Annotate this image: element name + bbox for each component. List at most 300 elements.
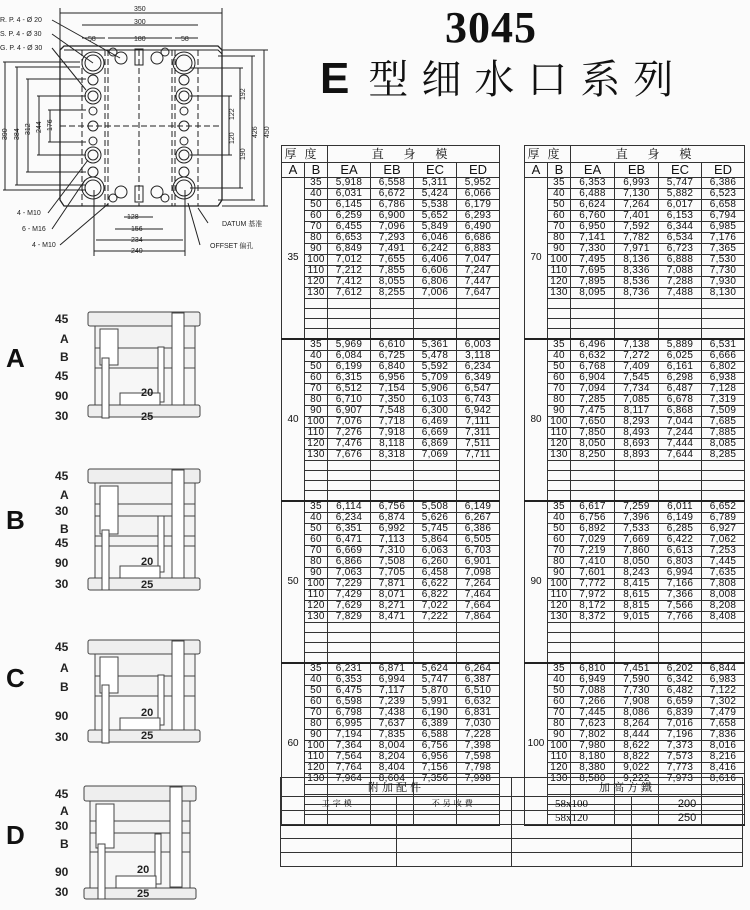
- thickness-b-cell: 90: [305, 730, 328, 741]
- price-cell: 7,451: [615, 663, 659, 675]
- empty-row: [525, 623, 745, 633]
- price-cell: 6,756: [571, 513, 615, 524]
- price-cell: 5,918: [328, 178, 371, 189]
- raise-block-size: 58x100: [512, 797, 632, 811]
- price-cell: 6,349: [457, 373, 500, 384]
- empty-cell: [328, 653, 371, 664]
- price-cell: 7,564: [328, 752, 371, 763]
- table-row: [282, 524, 500, 535]
- side-view-d: [0, 780, 220, 910]
- thickness-b-cell: 100: [548, 417, 571, 428]
- side-view-b: [0, 462, 220, 592]
- thickness-b-cell: 50: [305, 200, 328, 211]
- price-cell: 7,288: [659, 277, 702, 288]
- empty-cell: [371, 309, 414, 319]
- table-row: [525, 373, 745, 384]
- thickness-b-cell: 50: [548, 200, 571, 211]
- price-cell: 7,509: [702, 406, 745, 417]
- empty-row: [525, 461, 745, 471]
- price-cell: 7,088: [659, 266, 702, 277]
- dim-300: 300: [134, 19, 146, 26]
- table-row: [282, 395, 500, 406]
- side-a-label-30: 30: [55, 409, 69, 423]
- accessories-row: [281, 825, 743, 839]
- empty-cell: [702, 623, 745, 633]
- price-cell: 6,351: [328, 524, 371, 535]
- price-cell: 6,768: [571, 362, 615, 373]
- price-cell: 6,558: [371, 178, 414, 189]
- table-row: [282, 178, 500, 189]
- price-cell: 6,264: [457, 663, 500, 675]
- price-cell: 8,216: [702, 752, 745, 763]
- empty-cell: [414, 461, 457, 471]
- empty-cell: [548, 309, 571, 319]
- callout-sp: S. P. 4 - Ø 30: [0, 31, 42, 38]
- thickness-b-cell: 110: [548, 266, 571, 277]
- thickness-b-cell: 120: [305, 601, 328, 612]
- empty-cell: [414, 471, 457, 481]
- table-row: [525, 406, 745, 417]
- thickness-b-cell: 80: [305, 395, 328, 406]
- price-cell: 5,889: [659, 339, 702, 351]
- thickness-b-cell: 130: [548, 450, 571, 461]
- price-cell: 6,652: [702, 501, 745, 513]
- price-cell: 6,985: [702, 222, 745, 233]
- table-row: [525, 675, 745, 686]
- empty-row: [282, 481, 500, 491]
- raise-block-header: 加高方鐵: [512, 778, 743, 797]
- empty-row: [282, 319, 500, 329]
- price-cell: 6,017: [659, 200, 702, 211]
- price-cell: 5,969: [328, 339, 371, 351]
- empty-row: [525, 471, 745, 481]
- thickness-b-cell: 120: [305, 763, 328, 774]
- empty-cell: [414, 633, 457, 643]
- price-cell: 7,644: [659, 450, 702, 461]
- price-cell: 7,766: [659, 612, 702, 623]
- empty-row: [525, 491, 745, 502]
- price-cell: 7,635: [702, 568, 745, 579]
- empty-cell: [702, 299, 745, 309]
- empty-cell: [328, 329, 371, 340]
- thickness-a-cell: 90: [525, 501, 548, 663]
- price-cell: 7,802: [571, 730, 615, 741]
- thickness-b-cell: 50: [305, 524, 328, 535]
- empty-cell: [659, 491, 702, 502]
- price-cell: 6,003: [457, 339, 500, 351]
- price-cell: 6,942: [457, 406, 500, 417]
- side-b-label-90: 90: [55, 556, 69, 570]
- table-row: [282, 373, 500, 384]
- price-cell: 8,536: [615, 277, 659, 288]
- empty-cell: [457, 461, 500, 471]
- price-cell: 7,356: [414, 774, 457, 785]
- empty-cell: [571, 471, 615, 481]
- price-cell: 8,086: [615, 708, 659, 719]
- price-cell: 6,469: [414, 417, 457, 428]
- table-row: [525, 524, 745, 535]
- accessory-item: [281, 811, 397, 825]
- side-d-label-a: A: [60, 804, 69, 818]
- price-cell: 3,118: [457, 351, 500, 362]
- price-cell: 6,488: [571, 189, 615, 200]
- thickness-b-cell: 100: [548, 579, 571, 590]
- price-cell: 7,117: [371, 686, 414, 697]
- price-cell: 6,710: [328, 395, 371, 406]
- dim-180: 180: [134, 36, 146, 43]
- accessory-item: 工字模: [281, 797, 397, 811]
- table-row: [525, 339, 745, 351]
- empty-cell: [702, 471, 745, 481]
- price-cell: 7,276: [328, 428, 371, 439]
- price-cell: 7,229: [328, 579, 371, 590]
- price-cell: 7,006: [414, 288, 457, 299]
- table-row: [525, 513, 745, 524]
- price-cell: 7,734: [615, 384, 659, 395]
- dim-426: 426: [252, 126, 259, 138]
- price-cell: 6,659: [659, 697, 702, 708]
- price-cell: 7,062: [702, 535, 745, 546]
- price-cell: 8,604: [371, 774, 414, 785]
- empty-cell: [571, 623, 615, 633]
- price-cell: 8,250: [571, 450, 615, 461]
- price-cell: 7,264: [615, 200, 659, 211]
- table-row: [525, 200, 745, 211]
- thickness-b-cell: 110: [305, 266, 328, 277]
- price-cell: 8,264: [615, 719, 659, 730]
- raise-block-size: 58x120: [512, 811, 632, 825]
- price-cell: 7,130: [615, 189, 659, 200]
- table-row: [525, 211, 745, 222]
- dim-156: 156: [131, 226, 143, 233]
- price-cell: 8,071: [371, 590, 414, 601]
- table-row: [282, 663, 500, 675]
- empty-cell: [615, 653, 659, 664]
- price-cell: 6,613: [659, 546, 702, 557]
- price-cell: 7,908: [615, 697, 659, 708]
- price-cell: 7,495: [571, 255, 615, 266]
- price-cell: 6,686: [457, 233, 500, 244]
- thickness-b-cell: 70: [548, 546, 571, 557]
- empty-cell: [659, 481, 702, 491]
- side-a-label-25: 25: [141, 411, 154, 423]
- empty-cell: [702, 461, 745, 471]
- thickness-a-cell: 100: [525, 663, 548, 825]
- price-cell: 6,786: [371, 200, 414, 211]
- price-cell: 7,998: [457, 774, 500, 785]
- price-cell: 7,111: [457, 417, 500, 428]
- thickness-b-cell: 70: [305, 708, 328, 719]
- table-row: [525, 266, 745, 277]
- price-cell: 5,592: [414, 362, 457, 373]
- empty-cell: [457, 309, 500, 319]
- empty-cell: [615, 623, 659, 633]
- price-cell: 5,311: [414, 178, 457, 189]
- price-cell: 6,510: [457, 686, 500, 697]
- thickness-b-cell: 80: [305, 233, 328, 244]
- price-cell: 7,122: [702, 686, 745, 697]
- thickness-b-cell: 40: [305, 513, 328, 524]
- empty-row: [282, 653, 500, 664]
- price-cell: 6,871: [371, 663, 414, 675]
- price-cell: 7,973: [659, 774, 702, 785]
- col-ea-header: EA: [328, 163, 371, 178]
- table-row: [525, 222, 745, 233]
- price-cell: 6,161: [659, 362, 702, 373]
- side-view-a: [0, 305, 220, 435]
- table-row: [282, 686, 500, 697]
- empty-cell: [371, 623, 414, 633]
- table-row: [525, 741, 745, 752]
- empty-cell: [632, 853, 743, 867]
- table-row: [525, 178, 745, 189]
- table-row: [525, 601, 745, 612]
- empty-cell: [702, 319, 745, 329]
- empty-cell: [371, 299, 414, 309]
- price-cell: 6,956: [371, 373, 414, 384]
- empty-cell: [512, 825, 632, 839]
- side-c-label-30: 30: [55, 730, 69, 744]
- price-cell: 7,396: [615, 513, 659, 524]
- offset-label: OFFSET 偏孔: [210, 243, 254, 250]
- thickness-b-cell: 120: [548, 277, 571, 288]
- price-cell: 6,387: [457, 675, 500, 686]
- empty-cell: [548, 471, 571, 481]
- price-cell: 6,300: [414, 406, 457, 417]
- empty-cell: [571, 643, 615, 653]
- thickness-b-cell: 100: [548, 741, 571, 752]
- empty-cell: [457, 491, 500, 502]
- price-cell: 7,479: [702, 708, 745, 719]
- empty-cell: [659, 623, 702, 633]
- table-row: [282, 339, 500, 351]
- side-b-label-b: B: [60, 522, 69, 536]
- price-cell: 6,202: [659, 663, 702, 675]
- empty-cell: [371, 653, 414, 664]
- dim-192: 192: [240, 88, 247, 100]
- price-cell: 7,445: [702, 557, 745, 568]
- table-row: [282, 266, 500, 277]
- table-row: [282, 590, 500, 601]
- price-cell: 8,055: [371, 277, 414, 288]
- price-cell: 8,372: [571, 612, 615, 623]
- empty-cell: [305, 461, 328, 471]
- price-cell: 6,259: [328, 211, 371, 222]
- price-cell: 7,228: [457, 730, 500, 741]
- price-cell: 5,747: [414, 675, 457, 686]
- thickness-b-cell: 100: [305, 417, 328, 428]
- price-cell: 7,219: [571, 546, 615, 557]
- empty-cell: [305, 653, 328, 664]
- empty-cell: [457, 481, 500, 491]
- price-cell: 6,789: [702, 513, 745, 524]
- thickness-b-cell: 70: [548, 384, 571, 395]
- thickness-b-cell: 60: [548, 211, 571, 222]
- price-cell: 7,647: [457, 288, 500, 299]
- price-cell: 8,493: [615, 428, 659, 439]
- price-cell: 5,991: [414, 697, 457, 708]
- side-c-label-90: 90: [55, 709, 69, 723]
- price-cell: 8,208: [702, 601, 745, 612]
- price-cell: 7,650: [571, 417, 615, 428]
- price-cell: 6,822: [414, 590, 457, 601]
- price-cell: 8,616: [702, 774, 745, 785]
- price-cell: 7,773: [659, 763, 702, 774]
- side-b-label-30: 30: [55, 504, 69, 518]
- empty-row: [282, 329, 500, 340]
- price-cell: 7,895: [571, 277, 615, 288]
- price-cell: 7,835: [371, 730, 414, 741]
- price-cell: 7,695: [571, 266, 615, 277]
- empty-cell: [548, 643, 571, 653]
- price-cell: 7,076: [328, 417, 371, 428]
- side-c-label-a: A: [60, 661, 69, 675]
- empty-row: [282, 471, 500, 481]
- price-cell: 7,930: [702, 277, 745, 288]
- price-cell: 7,138: [615, 339, 659, 351]
- table-row: [525, 590, 745, 601]
- table-row: [282, 535, 500, 546]
- price-cell: 6,993: [615, 178, 659, 189]
- empty-cell: [659, 653, 702, 664]
- price-cell: 7,629: [328, 601, 371, 612]
- table-row: [525, 752, 745, 763]
- dim-312: 312: [25, 123, 32, 135]
- accessories-header: 附加配件: [281, 778, 512, 797]
- dim-58-right: 58: [181, 36, 189, 43]
- price-cell: 8,693: [615, 439, 659, 450]
- table-row: [282, 277, 500, 288]
- thickness-header: 厚度: [525, 146, 571, 163]
- price-cell: 7,533: [615, 524, 659, 535]
- empty-cell: [328, 299, 371, 309]
- price-cell: 7,508: [371, 557, 414, 568]
- accessories-table: [280, 777, 743, 867]
- table-row: [525, 428, 745, 439]
- price-cell: 7,069: [414, 450, 457, 461]
- datum-label: DATUM 基准: [222, 221, 263, 228]
- empty-cell: [702, 491, 745, 502]
- table-row: [525, 288, 745, 299]
- thickness-b-cell: 60: [548, 373, 571, 384]
- empty-cell: [371, 491, 414, 502]
- price-cell: 7,658: [702, 719, 745, 730]
- price-cell: 7,964: [328, 774, 371, 785]
- price-cell: 7,350: [371, 395, 414, 406]
- thickness-b-cell: 110: [305, 752, 328, 763]
- price-cell: 7,464: [457, 590, 500, 601]
- price-cell: 6,386: [457, 524, 500, 535]
- side-c-label-20: 20: [141, 707, 154, 719]
- price-cell: 7,156: [414, 763, 457, 774]
- table-row: [525, 568, 745, 579]
- empty-cell: [414, 653, 457, 664]
- price-cell: 8,004: [371, 741, 414, 752]
- empty-cell: [305, 319, 328, 329]
- empty-cell: [305, 623, 328, 633]
- price-cell: 7,623: [571, 719, 615, 730]
- thickness-b-cell: 70: [305, 546, 328, 557]
- empty-cell: [305, 471, 328, 481]
- empty-cell: [659, 319, 702, 329]
- empty-cell: [305, 329, 328, 340]
- table-row: [282, 730, 500, 741]
- price-cell: 6,756: [371, 501, 414, 513]
- empty-cell: [512, 839, 632, 853]
- price-cell: 7,330: [571, 244, 615, 255]
- price-cell: 6,725: [371, 351, 414, 362]
- price-cell: 6,046: [414, 233, 457, 244]
- table-row: [525, 362, 745, 373]
- empty-cell: [457, 471, 500, 481]
- thickness-b-cell: 60: [548, 535, 571, 546]
- price-cell: 8,580: [571, 774, 615, 785]
- empty-cell: [414, 309, 457, 319]
- dim-234: 234: [131, 237, 143, 244]
- dim-122: 122: [229, 108, 236, 120]
- price-cell: 6,666: [702, 351, 745, 362]
- empty-cell: [328, 309, 371, 319]
- empty-cell: [702, 643, 745, 653]
- price-cell: 7,085: [615, 395, 659, 406]
- price-cell: 8,415: [615, 579, 659, 590]
- empty-row: [282, 491, 500, 502]
- thickness-a-cell: 50: [282, 501, 305, 663]
- price-cell: 7,285: [571, 395, 615, 406]
- price-cell: 6,482: [659, 686, 702, 697]
- empty-cell: [632, 825, 743, 839]
- empty-cell: [571, 309, 615, 319]
- empty-row: [525, 319, 745, 329]
- side-c-label-45: 45: [55, 640, 69, 654]
- table-row: [282, 601, 500, 612]
- price-cell: 6,496: [571, 339, 615, 351]
- empty-cell: [659, 633, 702, 643]
- price-cell: 6,669: [328, 546, 371, 557]
- price-cell: 6,149: [457, 501, 500, 513]
- price-cell: 7,669: [615, 535, 659, 546]
- thickness-a-cell: 35: [282, 178, 305, 340]
- price-cell: 6,063: [414, 546, 457, 557]
- price-cell: 6,866: [328, 557, 371, 568]
- view-letter-c: C: [6, 663, 25, 693]
- price-cell: 7,511: [457, 439, 500, 450]
- empty-cell: [571, 461, 615, 471]
- table-row: [282, 546, 500, 557]
- empty-cell: [615, 481, 659, 491]
- empty-cell: [371, 471, 414, 481]
- price-cell: 8,408: [702, 612, 745, 623]
- table-row: [525, 546, 745, 557]
- price-cell: 7,592: [615, 222, 659, 233]
- empty-cell: [328, 491, 371, 502]
- table-row: [525, 730, 745, 741]
- price-cell: 7,373: [659, 741, 702, 752]
- price-cell: 7,711: [457, 450, 500, 461]
- empty-cell: [414, 481, 457, 491]
- price-cell: 6,794: [702, 211, 745, 222]
- empty-cell: [305, 643, 328, 653]
- table-row: [525, 233, 745, 244]
- price-cell: 6,475: [328, 686, 371, 697]
- price-cell: 6,114: [328, 501, 371, 513]
- price-cell: 7,364: [328, 741, 371, 752]
- table-row: [525, 663, 745, 675]
- price-cell: 7,012: [328, 255, 371, 266]
- dim-240: 240: [131, 248, 143, 255]
- price-cell: 5,626: [414, 513, 457, 524]
- callout-m16: 6 - M16: [22, 226, 46, 233]
